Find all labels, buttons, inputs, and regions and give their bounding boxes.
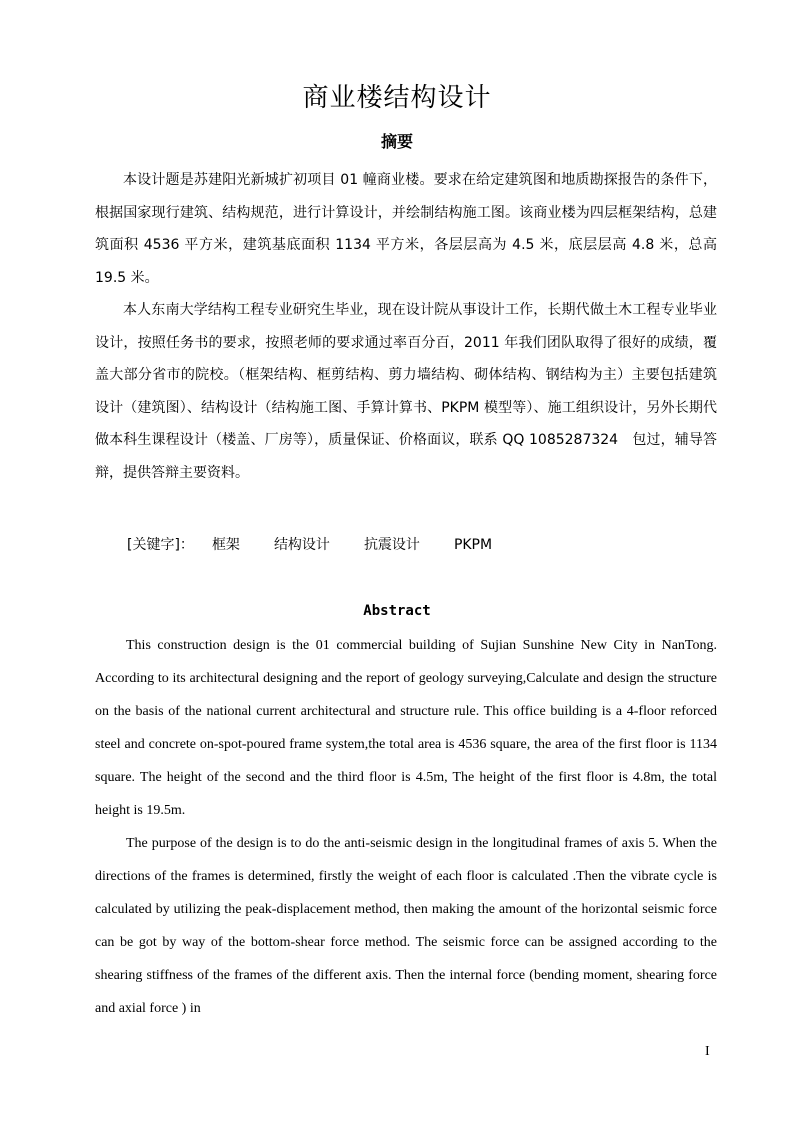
keyword-item: 框架 [211,537,240,553]
keyword-item: 结构设计 [273,537,330,553]
en-abstract-paragraph-2 [95,827,717,1025]
keywords-line [127,531,526,559]
en-abstract-paragraph-1 [95,629,717,827]
keyword-item: PKPM [453,537,493,553]
paragraph-text: 本人东南大学结构工程专业研究生毕业，现在设计院从事设计工作，长期代做土木工程专业毕业设计，按照任务书的要求，按照老师的要求通过率百分百，2011 年我们团队取得了很好的成绩，覆盖大部分省市的院校。（框架结构、框剪结构、剪力墙结构、砌体结构、钢结构为主）主要包括建筑设计（建筑图）、结构设计（结构施工图、手算计算书、PKPM 模型等）、施工组织设计，另外长期代做本科生课程设计（楼盖、厂房等），质量保证、价格面议，联系 QQ 1085287324 包过，辅导答辩，提供答辩主要资料。 [95,302,717,481]
abstract-cn-heading: 摘要 [380,132,413,151]
paragraph-text: The purpose of the design is to do the anti-seismic design in the longitudinal frames of axis 5. When the directions of the frames is determined, firstly the weight of each floor is calculated .Then the vibrate cycle is calculated by utilizing the peak-displacement method, then making the amount of the horizontal seismic force can be got by way of the bottom-shear force method. The seismic force can be assigned according to the shearing stiffness of the frames of the different axis. Then the internal force (bending moment, shearing force and axial force ) in [95,836,717,1016]
page-number: I [705,1044,710,1059]
page-title: 商业楼结构设计 [302,83,492,113]
cn-abstract-paragraph-2 [95,294,717,489]
keywords-label: [关键字]： [127,537,194,553]
paragraph-text: This construction design is the 01 commercial building of Sujian Sunshine New City in NanTong. According to its architectural designing and the report of geology surveying,Calculate and design the structure on the basis of the national current architectural and structure rule. This office building is a 4-floor reforced steel and concrete on-spot-poured frame system,the total area is 4536 square, the area of the first floor is 1134 square. The height of the second and the third floor is 4.5m, The height of the first floor is 4.8m, the total height is 19.5m. [95,638,717,818]
paragraph-text: 本设计题是苏建阳光新城扩初项目 01 幢商业楼。要求在给定建筑图和地质勘探报告的条件下，根据国家现行建筑、结构规范，进行计算设计，并绘制结构施工图。该商业楼为四层框架结构，总建筑面积 4536 平方米，建筑基底面积 1134 平方米，各层层高为 4.5 米，底层层高 4.8 米，总高 19.5 米。 [95,172,717,286]
keyword-item: 抗震设计 [363,537,420,553]
cn-abstract-paragraph-1 [95,164,717,294]
abstract-en-heading: Abstract [363,603,431,619]
